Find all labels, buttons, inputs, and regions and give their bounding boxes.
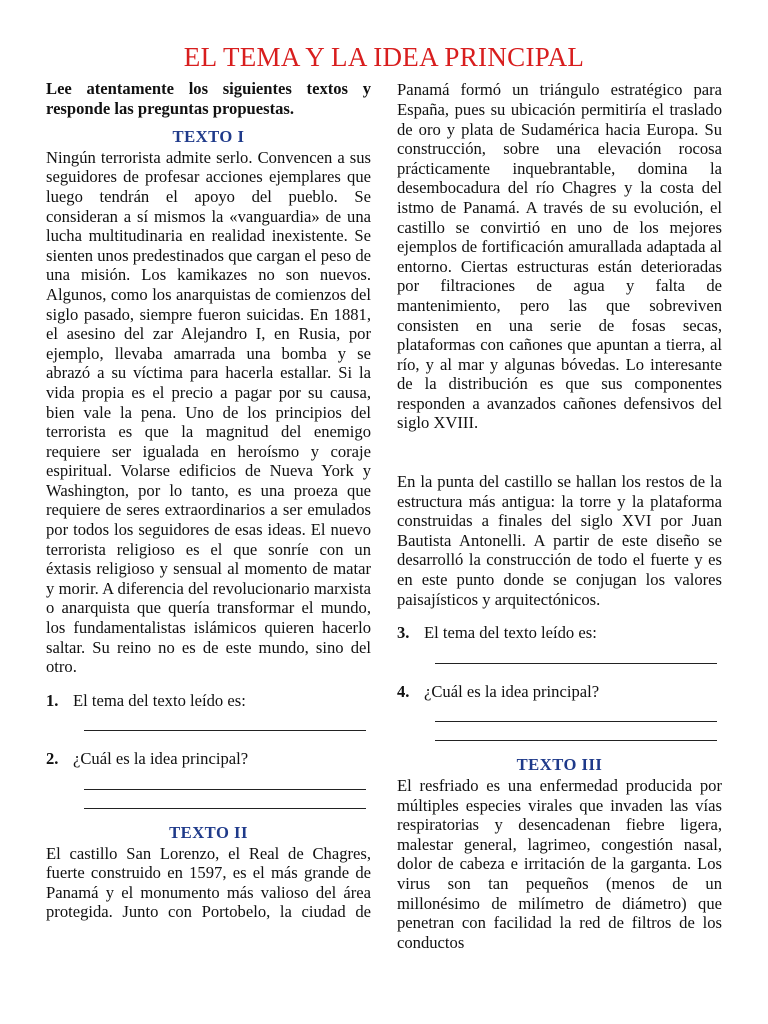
- question-3: [397, 623, 722, 643]
- question-3-text: El tema del texto leído es:: [424, 623, 597, 643]
- right-column: [397, 79, 722, 952]
- answer-line-4a[interactable]: [435, 721, 717, 722]
- text-3-body: El resfriado es una enfermedad producida por múltiples especies virales que invaden las vías respiratorias y desencadenan fiebre ligera, malestar general, lagrimeo, congestión nasal, dolor de cabeza e irritación de la garganta. Los virus son tan pequeños (menos de un millonésimo de milímetro de diámetro) que penetran con facilidad la red de filtros de los conductos: [397, 775, 722, 952]
- answer-line-2a[interactable]: [84, 789, 366, 790]
- question-1: [46, 691, 371, 711]
- text-1-heading: TEXTO I: [172, 127, 245, 147]
- answer-line-2b[interactable]: [84, 808, 366, 809]
- page-title: EL TEMA Y LA IDEA PRINCIPAL: [183, 42, 585, 72]
- question-2: [46, 749, 371, 769]
- text-2-body-part-b: En la punta del castillo se hallan los restos de la estructura más antigua: la torre y la plataforma construidas a finales del siglo XVI por Juan Bautista Antonelli. A partir de este diseño se desarrolló la construcción de todo el fuerte y es en este punto donde se conjugan los valores paisajísticos y arquitectónicos.: [397, 472, 722, 609]
- text-2-body-part-a: El castillo San Lorenzo, el Real de Chagres, fuerte construido en 1597, es el más grande de Panamá y el monumento más valioso del área protegida. Junto con Portobelo, la ciudad de: [46, 843, 371, 922]
- question-4: [397, 682, 722, 702]
- question-4-number: 4.: [397, 681, 410, 701]
- question-1-text: El tema del texto leído es:: [73, 690, 246, 710]
- text-2-heading: TEXTO II: [169, 823, 248, 842]
- question-4-text: ¿Cuál es la idea principal?: [424, 681, 600, 701]
- question-1-number: 1.: [46, 690, 59, 710]
- text-2-body-continued: Panamá formó un triángulo estratégico para España, pues su ubicación permitiría el traslado de oro y plata de Sudamérica hacia Europa. Su construcción, sobre una elevación rocosa prácticamente inquebrantable, domina la desembocadura del río Chagres y la costa del istmo de Panamá. A través de su evolución, el castillo se convirtió en uno de los mejores ejemplos de fortificación amurallada adaptada al entorno. Ciertas estructuras están deterioradas por filtraciones de agua y falta de mantenimiento, pero las que sobreviven consisten en una serie de fosas secas, plataformas con cañones que apuntan a tierra, al río, y al mar y algunas bóvedas. Lo interesante de la distribución es que sus componentes responden a avanzados cañones defensivos del siglo XVIII.: [397, 80, 722, 433]
- answer-line-4b[interactable]: [435, 740, 717, 741]
- text-1-body: Ningún terrorista admite serlo. Convencen a sus seguidores de profesar acciones ejemplares que luego tendrán el apoyo del pueblo. Se consideran a sí mismos la «vanguardia» de una lucha multitudinaria en realidad inexistente. Se sienten unos predestinados que cargan el peso de una misión. Los kamikazes no son nuevos. Algunos, como los anarquistas de comienzos del siglo pasado, siempre fueron suicidas. En 1881, el asesino del zar Alejandro I, en Rusia, por ejemplo, llevaba amarrada una bomba y se abrazó a su víctima para hacerla estallar. Si la vida propia es el precio a pagar por su causa, bien vale la pena. Uno de los principios del terrorista es que la magnitud del enemigo requiere ser igualada en heroísmo y coraje espiritual. Volarse edificios de Nueva York y Washington, por lo tanto, es una proeza que requiere de seres extraordinarios a ser emulados por todos los seguidores de esas ideas. El nuevo terrorista religioso es el que sonríe con un éxtasis religioso y sensual al momento de matar y morir. A diferencia del revolucionario marxista o anarquista que quería transformar el mundo, los fundamentalistas islámicos quieren hacerlo saltar. Su reino no es de este mundo, sino del otro.: [46, 147, 371, 677]
- left-column: [46, 79, 371, 922]
- question-2-number: 2.: [46, 749, 59, 769]
- instructions: Lee atentamente los siguientes textos y responde las preguntas propuestas.: [46, 79, 371, 118]
- text-3-heading: TEXTO III: [516, 755, 603, 775]
- text-2-continuation: [397, 80, 722, 472]
- answer-line-3[interactable]: [435, 663, 717, 664]
- question-2-text: ¿Cuál es la idea principal?: [73, 749, 249, 769]
- question-3-number: 3.: [397, 623, 410, 643]
- answer-line-1[interactable]: [84, 730, 366, 731]
